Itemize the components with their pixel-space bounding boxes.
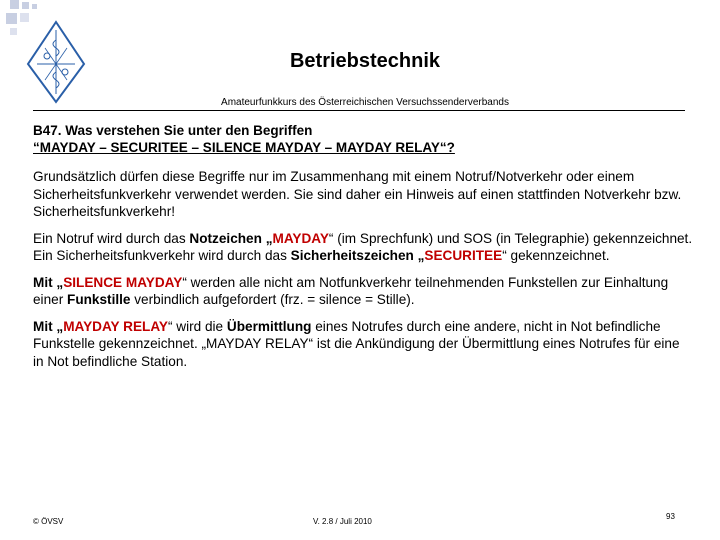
question-line-1: B47. Was verstehen Sie unter den Begriffen [33, 123, 313, 138]
p2-sicherheitszeichen: Sicherheitszeichen „ [290, 248, 425, 263]
p2-quote-open: „ [261, 230, 273, 246]
footer-copyright: © ÖVSV [33, 517, 64, 526]
p3-text-e: verbindlich aufgefordert (frz. = silence = Stille). [130, 292, 415, 307]
p2-mayday: MAYDAY [272, 230, 329, 246]
p2-text-e: “ (im Sprechfunk) und SOS (in Telegraphie) gekennzeichnet. [328, 230, 693, 246]
question-line-2: “MAYDAY – SECURITEE – SILENCE MAYDAY – MAYDAY RELAY“? [33, 140, 455, 155]
p2-text-i: “ gekennzeichnet. [502, 248, 610, 263]
p3-funkstille: Funkstille [67, 292, 131, 307]
question-heading [33, 122, 693, 156]
p4-text-c: “ wird die [167, 318, 227, 334]
p4-text-a: Mit „ [33, 318, 64, 334]
footer-version: V. 2.8 / Juli 2010 [313, 517, 372, 526]
p2-text-a: Ein Notruf wird durch das [33, 230, 190, 246]
p4-mayday-relay: MAYDAY RELAY [63, 318, 168, 334]
p4-text-e: eines Notrufes durch eine andere, nicht in Not befindliche Funkstelle gekennzeichnet. „MAYDAY RELAY“ ist die Ankündigung der Übermittlung eines Notrufes für eine in Not befindliche Station. [33, 318, 680, 369]
main-content [33, 122, 693, 379]
page-number: 93 [666, 512, 675, 521]
p2-text-f: Ein Sicherheitsfunkverkehr wird durch das [33, 248, 291, 263]
paragraph-2 [33, 230, 693, 265]
p2-securitee: SECURITEE [424, 248, 503, 263]
p3-text-c: “ werden alle nicht am Notfunkverkehr teilnehmenden Funkstellen zur Einhaltung einer [33, 274, 669, 307]
p3-text-a: Mit „ [33, 274, 64, 290]
p3-silence-mayday: SILENCE MAYDAY [63, 274, 183, 290]
header-divider [33, 110, 685, 111]
paragraph-1: Grundsätzlich dürfen diese Begriffe nur im Zusammenhang mit einem Notruf/Notverkehr oder einem Sicherheitsfunkverkehr verwendet werden. Sie sind daher ein Hinweis auf einen stattfinden Notverkehr bzw. Sicherheitsfunkverkehr! [33, 169, 682, 219]
paragraph-4 [33, 318, 693, 371]
p2-notzeichen: Notzeichen [189, 230, 262, 246]
ovsv-logo [25, 20, 87, 104]
page-title: Betriebstechnik [289, 50, 441, 72]
page-subtitle: Amateurfunkkurs des Österreichischen Versuchssenderverbands [221, 97, 509, 108]
p4-uebermittlung: Übermittlung [226, 318, 312, 334]
paragraph-3 [33, 274, 693, 309]
